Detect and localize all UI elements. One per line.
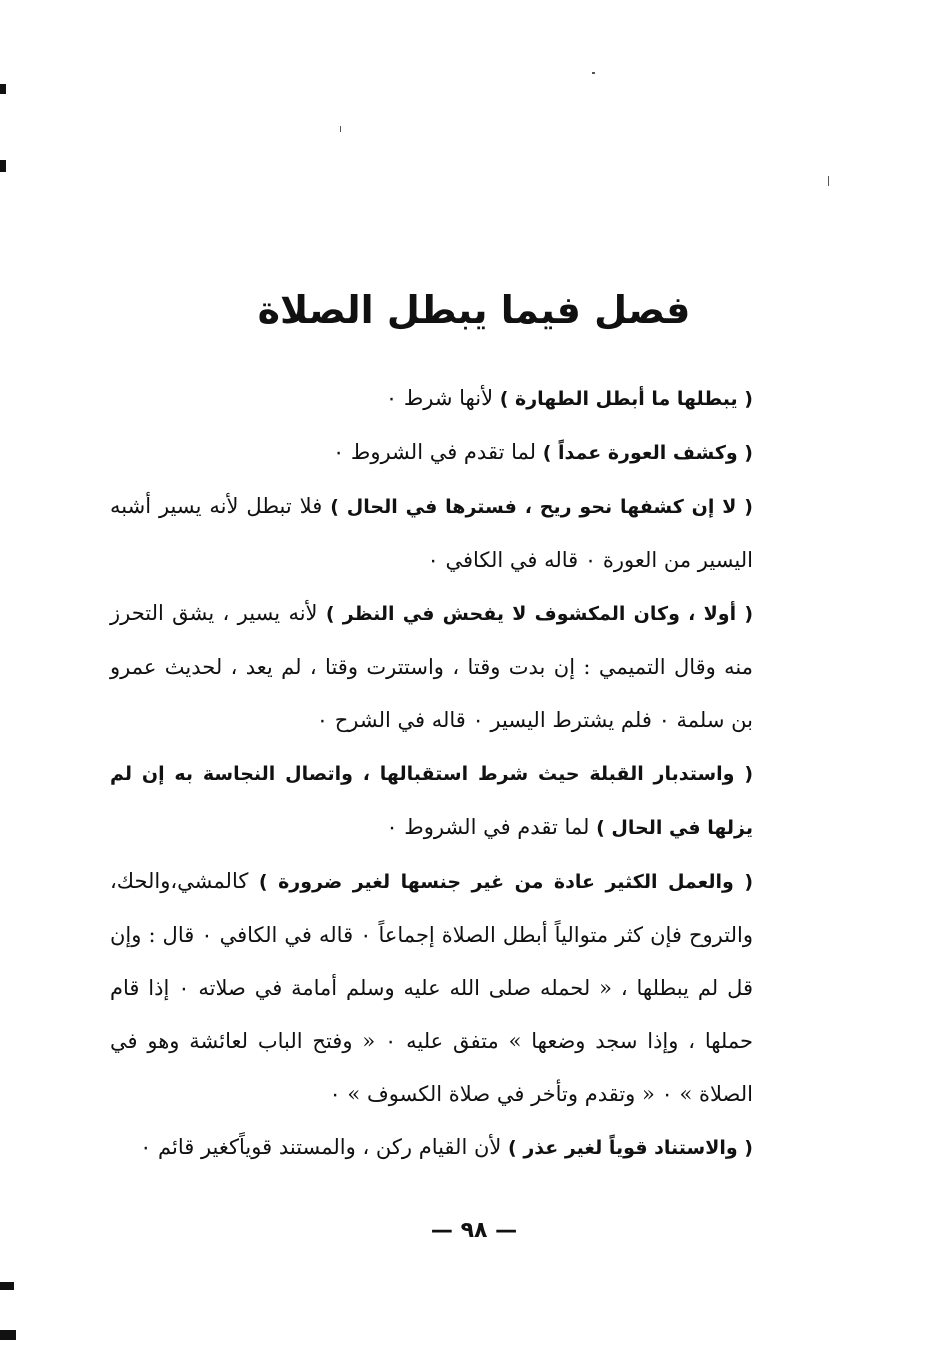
paragraph [110, 1121, 753, 1175]
matn-text: ( والعمل الكثير عادة من غير جنسها لغير ضرورة ) [258, 871, 754, 893]
page-number: — ٩٨ — [430, 1218, 518, 1243]
matn-text: ( واستدبار القبلة حيث شرط استقبالها ، واتصال النجاسة به إن لم يزلها في الحال ) [110, 763, 753, 839]
commentary-text: لما تقدم في الشروط ٠ [332, 440, 543, 464]
matn-text: ( أولا ، وكان المكشوف لا يفحش في النظر ) [325, 603, 754, 625]
matn-text: ( لا إن كشفها نحو ريح ، فسترها في الحال ) [330, 496, 753, 518]
scan-edge-mark [0, 1330, 16, 1340]
commentary-text: كالمشي،والحك، والتروح فإن كثر متوالياً أبطل الصلاة إجماعاً ٠ قاله في الكافي ٠ قال : وإن قل لم يبطلها ، « لحمله صلى الله عليه وسلم أمامة في صلاته ٠ إذا قام حملها ، وإذا سجد وضعها » متفق عليه ٠ « وفتح الباب لعائشة وهو في الصلاة » ٠ « وتقدم وتأخر في صلاة الكسوف » ٠ [110, 869, 754, 1106]
chapter-title: فصل فيما يبطل الصلاة [257, 288, 691, 332]
paragraph [110, 372, 753, 426]
body-text [110, 372, 753, 1175]
paragraph [110, 747, 753, 855]
matn-text: ( والاستناد قوياً لغير عذر ) [508, 1137, 753, 1159]
scan-speck [828, 176, 829, 186]
matn-text: ( وكشف العورة عمداً ) [542, 442, 753, 464]
scan-edge-mark [0, 160, 6, 172]
matn-text: ( يبطلها ما أبطل الطهارة ) [499, 388, 753, 410]
paragraph [110, 855, 753, 1121]
scan-speck [592, 72, 595, 74]
paragraph [110, 426, 753, 480]
paragraph [110, 480, 753, 587]
scan-speck [340, 126, 341, 132]
commentary-text: فلا تبطل لأنه يسير أشبه اليسير من العورة ٠ قاله في الكافي ٠ [110, 494, 753, 572]
commentary-text: لأنها شرط ٠ [385, 386, 500, 410]
commentary-text: لما تقدم في الشروط ٠ [386, 815, 597, 839]
scan-edge-mark [0, 1282, 14, 1290]
scan-edge-mark [0, 84, 6, 94]
paragraph [110, 587, 753, 747]
commentary-text: لأنه يسير ، يشق التحرز منه وقال التميمي : إن بدت وقتا ، واستترت وقتا ، لم يعد ، لحديث عمرو بن سلمة ٠ فلم يشترط اليسير ٠ قاله في الشرح ٠ [110, 601, 753, 732]
commentary-text: لأن القيام ركن ، والمستند قوياًكغير قائم ٠ [140, 1135, 509, 1159]
